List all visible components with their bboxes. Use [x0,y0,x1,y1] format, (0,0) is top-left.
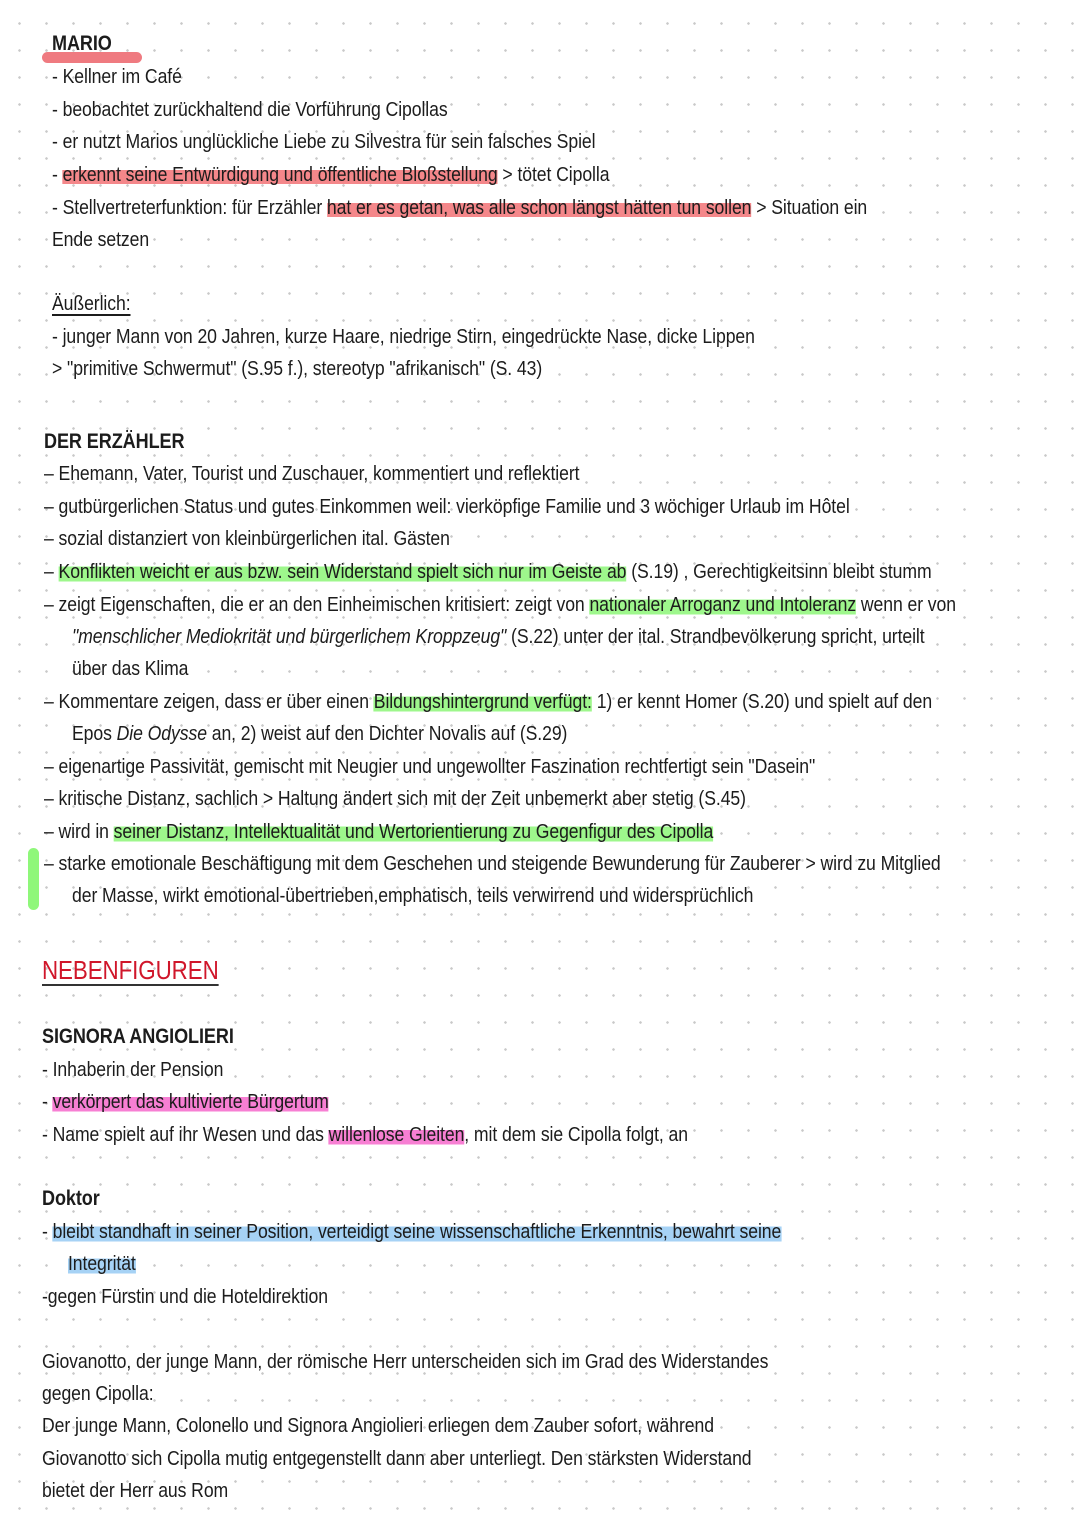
erzaehler-line-1: – Ehemann, Vater, Tourist und Zuschauer, kommentiert und reflektiert [44,462,580,485]
erzaehler-line-5-highlight: nationaler Arroganz und Intoleranz [589,593,857,616]
mario-aeusserlich-heading: Äußerlich: [52,292,131,315]
erzaehler-line-5-suffix: wenn er von [856,593,956,616]
margin-highlight-mark [28,848,39,910]
mario-line-4-suffix: > tötet Cipolla [497,163,610,186]
signora-line-3-prefix: - Name spielt auf ihr Wesen und das [42,1123,329,1146]
doktor-line-1-highlight: bleibt standhaft in seiner Position, verteidigt seine wissenschaftliche Erkenntnis, bewahrt seine [52,1220,782,1243]
erzaehler-line-3: – sozial distanziert von kleinbürgerlichen ital. Gästen [44,527,450,550]
erzaehler-line-13: – starke emotionale Beschäftigung mit dem Geschehen und steigende Bewunderung für Zauberer > wird zu Mitglied [44,852,941,875]
mario-line-5-highlight: hat er es getan, was alle schon längst hätten tun sollen [326,196,752,219]
erzaehler-line-6-quote: "menschlicher Mediokrität und bürgerlichem Kroppzeug" [72,625,507,648]
erzaehler-line-14: der Masse, wirkt emotional-übertrieben,emphatisch, teils verwirrend und widersprüchlich [72,884,754,907]
schluss-line-1: Giovanotto, der junge Mann, der römische Herr unterscheiden sich im Grad des Widerstandes [42,1350,769,1373]
signora-line-3-suffix: , mit dem sie Cipolla folgt, an [464,1123,688,1146]
nebenfiguren-heading: NEBENFIGUREN [42,955,219,985]
signora-line-2-highlight: verkörpert das kultivierte Bürgertum [52,1090,329,1113]
doktor-line-1-prefix: - [42,1220,53,1243]
signora-line-3-highlight: willenlose Gleiten [328,1123,465,1146]
erzaehler-line-5-prefix: – zeigt Eigenschaften, die er an den Einheimischen kritisiert: zeigt von [44,593,590,616]
signora-line-1: - Inhaberin der Pension [42,1058,224,1081]
signora-heading: SIGNORA ANGIOLIERI [42,1025,234,1048]
mario-line-5-prefix: - Stellvertreterfunktion: für Erzähler [52,196,327,219]
erzaehler-line-12 [44,816,713,848]
erzaehler-line-5 [44,589,956,621]
erzaehler-line-12-highlight: seiner Distanz, Intellektualität und Wertorientierung zu Gegenfigur des Cipolla [113,820,714,843]
mario-line-7: - junger Mann von 20 Jahren, kurze Haare, niedrige Stirn, eingedrückte Nase, dicke Lippen [52,325,755,348]
erzaehler-line-9-suffix: an, 2) weist auf den Dichter Novalis auf (S.29) [206,722,568,745]
schluss-line-3: Der junge Mann, Colonello und Signora Angiolieri erliegen dem Zauber sofort, während [42,1414,714,1437]
mario-line-4-prefix: - [52,163,63,186]
mario-line-8: > "primitive Schwermut" (S.95 f.), stereotyp "afrikanisch" (S. 43) [52,357,543,380]
mario-line-5 [52,192,867,224]
mario-line-3: - er nutzt Marios unglückliche Liebe zu Silvestra für sein falsches Spiel [52,130,596,153]
mario-line-2: - beobachtet zurückhaltend die Vorführung Cipollas [52,98,448,121]
erzaehler-line-9-title: Die Odysse [116,722,207,745]
schluss-line-2: gegen Cipolla: [42,1382,154,1405]
mario-line-6: Ende setzen [52,228,150,251]
schluss-line-5: bietet der Herr aus Rom [42,1479,229,1502]
mario-line-4-highlight: erkennt seine Entwürdigung und öffentliche Bloßstellung [62,163,498,186]
erzaehler-line-11: – kritische Distanz, sachlich > Haltung ändert sich mit der Zeit unbemerkt aber stetig (S.45) [44,787,746,810]
erzaehler-line-4 [44,556,932,588]
erzaehler-line-12-prefix: – wird in [44,820,114,843]
mario-line-5-suffix: > Situation ein [751,196,868,219]
erzaehler-line-7: über das Klima [72,657,189,680]
erzaehler-line-9-prefix: Epos [72,722,117,745]
doktor-heading: Doktor [42,1187,100,1210]
erzaehler-line-4-suffix: (S.19) , Gerechtigkeitsinn bleibt stumm [626,560,932,583]
mario-heading-text: MARIO [52,32,112,55]
erzaehler-heading: DER ERZÄHLER [44,430,185,453]
signora-line-3 [42,1119,688,1151]
erzaehler-line-4-prefix: – [44,560,59,583]
erzaehler-line-10: – eigenartige Passivität, gemischt mit Neugier und ungewollter Faszination rechtfertigt sein "Dasein" [44,755,816,778]
erzaehler-line-8-suffix: 1) er kennt Homer (S.20) und spielt auf den [591,690,933,713]
erzaehler-line-2: – gutbürgerlichen Status und gutes Einkommen weil: vierköpfige Familie und 3 wöchiger Urlaub im Hôtel [44,495,850,518]
mario-line-1: - Kellner im Café [52,65,182,88]
erzaehler-line-4-highlight: Konflikten weicht er aus bzw. sein Widerstand spielt sich nur im Geiste ab [58,560,627,583]
schluss-line-4: Giovanotto sich Cipolla mutig entgegenstellt dann aber unterliegt. Den stärksten Widerstand [42,1447,752,1470]
signora-line-2 [42,1086,329,1118]
mario-line-4 [52,159,609,191]
doktor-line-2-highlight: Integrität [68,1252,136,1275]
doktor-line-1 [42,1216,781,1248]
erzaehler-line-8-highlight: Bildungshintergrund verfügt: [373,690,592,713]
erzaehler-line-6 [72,621,925,653]
erzaehler-line-8-prefix: – Kommentare zeigen, dass er über einen [44,690,374,713]
mario-heading [52,28,112,60]
signora-line-2-prefix: - [42,1090,53,1113]
doktor-line-3: -gegen Fürstin und die Hoteldirektion [42,1285,328,1308]
erzaehler-line-8 [44,686,932,718]
erzaehler-line-9 [72,718,567,750]
erzaehler-line-6-suffix: (S.22) unter der ital. Strandbevölkerung spricht, urteilt [506,625,925,648]
doktor-line-2 [68,1248,136,1280]
